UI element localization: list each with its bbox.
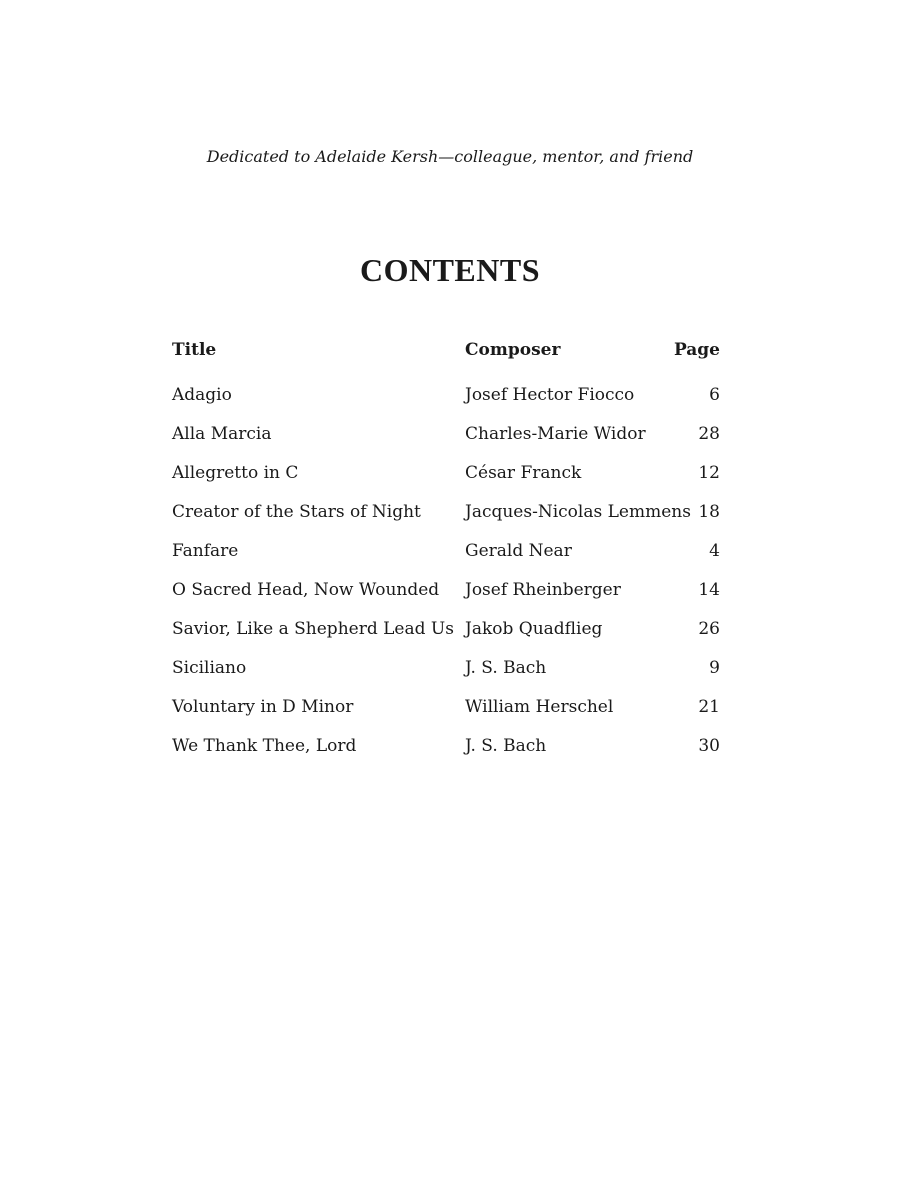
- contents-row: [172, 618, 720, 657]
- column-header-page: Page: [673, 340, 720, 360]
- entry-page: 26: [698, 619, 720, 639]
- contents-header-row: [172, 339, 720, 384]
- entry-composer: César Franck: [465, 463, 582, 483]
- entry-composer: Josef Rheinberger: [465, 580, 621, 600]
- entry-page: 4: [709, 541, 720, 561]
- entry-title: We Thank Thee, Lord: [172, 736, 357, 756]
- column-header-title: Title: [172, 340, 217, 360]
- entry-page: 28: [698, 424, 720, 444]
- entry-composer: Gerald Near: [465, 541, 572, 561]
- entry-page: 14: [698, 580, 720, 600]
- entry-title: O Sacred Head, Now Wounded: [172, 580, 440, 600]
- entry-page: 6: [709, 385, 720, 405]
- entry-page: 18: [698, 502, 720, 522]
- entry-title: Siciliano: [172, 658, 247, 678]
- entry-title: Alla Marcia: [172, 424, 272, 444]
- contents-row: [172, 540, 720, 579]
- contents-row: [172, 579, 720, 618]
- contents-row: [172, 657, 720, 696]
- entry-page: 9: [709, 658, 720, 678]
- entry-title: Fanfare: [172, 541, 239, 561]
- contents-row: [172, 735, 720, 774]
- contents-row: [172, 384, 720, 423]
- contents-row: [172, 696, 720, 735]
- page-title: CONTENTS: [359, 252, 541, 288]
- entry-composer: Charles-Marie Widor: [465, 424, 646, 444]
- entry-composer: Jakob Quadflieg: [465, 619, 603, 639]
- entry-title: Creator of the Stars of Night: [172, 502, 421, 522]
- dedication-line: Dedicated to Adelaide Kersh—colleague, mentor, and friend: [206, 147, 694, 166]
- entry-title: Savior, Like a Shepherd Lead Us: [172, 619, 454, 639]
- entry-title: Voluntary in D Minor: [172, 697, 354, 717]
- entry-composer: Josef Hector Fiocco: [465, 385, 635, 405]
- column-header-composer: Composer: [465, 340, 561, 360]
- contents-row: [172, 501, 720, 540]
- entry-page: 30: [698, 736, 720, 756]
- entry-title: Adagio: [172, 385, 232, 405]
- entry-composer: William Herschel: [465, 697, 614, 717]
- entry-composer: Jacques-Nicolas Lemmens: [465, 502, 691, 522]
- entry-page: 12: [698, 463, 720, 483]
- entry-page: 21: [698, 697, 720, 717]
- contents-row: [172, 462, 720, 501]
- entry-title: Allegretto in C: [172, 463, 299, 483]
- contents-row: [172, 423, 720, 462]
- contents-table: [172, 339, 720, 774]
- entry-composer: J. S. Bach: [465, 736, 547, 756]
- entry-composer: J. S. Bach: [465, 658, 547, 678]
